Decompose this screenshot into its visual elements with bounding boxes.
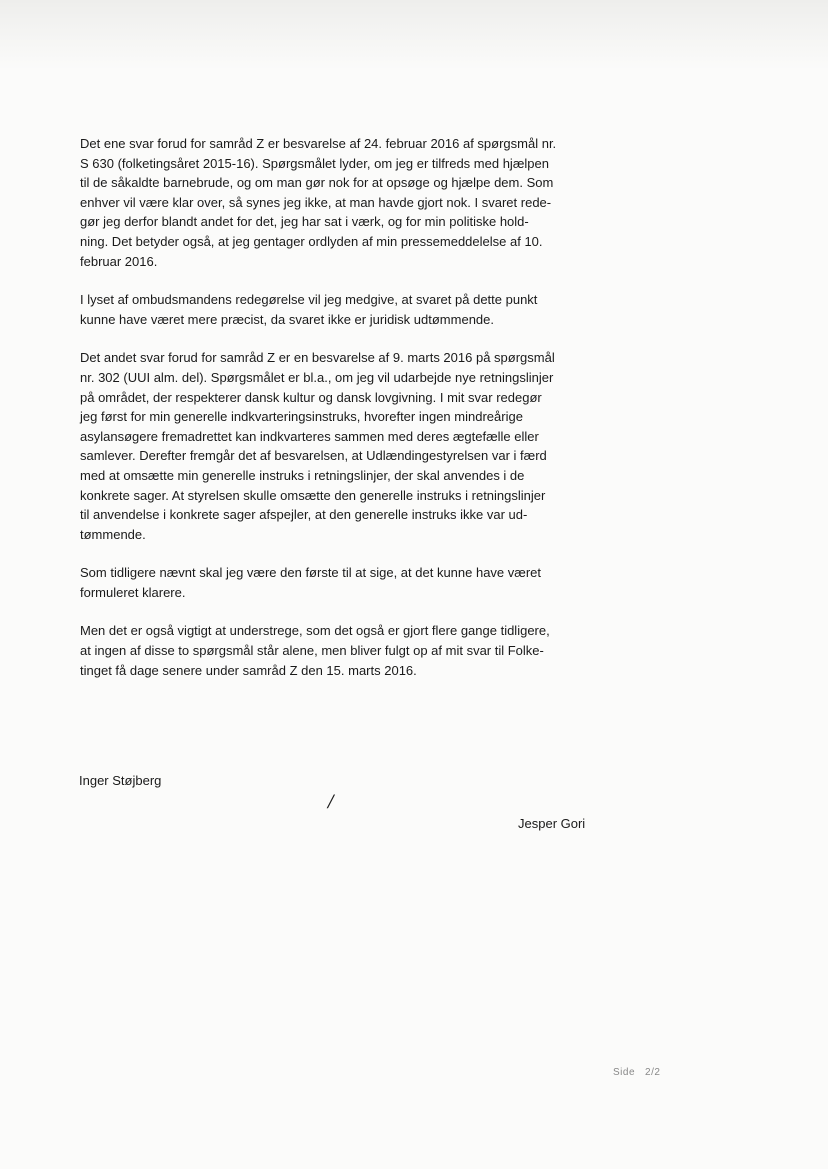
text-line: nr. 302 (UUI alm. del). Spørgsmålet er bl.a., om jeg vil udarbejde nye retningslinjer [80, 369, 554, 385]
page-label: Side [613, 1067, 636, 1078]
paragraph [80, 348, 595, 544]
text-line: enhver vil være klar over, så synes jeg ikke, at man havde gjort nok. I svaret rede- [80, 194, 552, 210]
text-line: med at omsætte min generelle instruks i retningslinjer, der skal anvendes i de [80, 467, 525, 483]
text-line: gør jeg derfor blandt andet for det, jeg har sat i værk, og for min politiske hold- [80, 214, 529, 230]
text-line: formuleret klarere. [80, 584, 186, 600]
text-line: tømmende. [80, 526, 146, 542]
paragraph [80, 290, 595, 329]
paragraph [80, 134, 595, 271]
paragraph [80, 563, 595, 602]
text-line: på området, der respekterer dansk kultur og dansk lovgivning. I mit svar redegør [80, 389, 542, 405]
text-line: ning. Det betyder også, at jeg gentager ordlyden af min pressemeddelelse af 10. [80, 233, 543, 249]
text-line: kunne have været mere præcist, da svaret ikke er juridisk udtømmende. [80, 311, 495, 327]
text-line: Men det er også vigtigt at understrege, som det også er gjort flere gange tidligere, [80, 623, 550, 639]
text-line: tinget få dage senere under samråd Z den 15. marts 2016. [80, 662, 417, 678]
text-line: jeg først for min generelle indkvarteringsinstruks, hvorefter ingen mindreårige [80, 409, 523, 425]
text-line: Det andet svar forud for samråd Z er en besvarelse af 9. marts 2016 på spørgsmål [80, 350, 555, 366]
text-line: konkrete sager. At styrelsen skulle omsætte den generelle instruks i retningslinjer [80, 487, 546, 503]
page-number [613, 1067, 660, 1078]
paragraph [80, 621, 595, 680]
text-line: til de såkaldte barnebrude, og om man gør nok for at opsøge og hjælpe dem. Som [80, 175, 554, 191]
text-line: februar 2016. [80, 253, 158, 269]
text-line: Det ene svar forud for samråd Z er besvarelse af 24. februar 2016 af spørgsmål nr. [80, 136, 557, 151]
text-line: at ingen af disse to spørgsmål står alene, men bliver fulgt op af mit svar til Folke- [80, 643, 544, 659]
text-line: asylansøgere fremadrettet kan indkvarteres sammen med deres ægtefælle eller [80, 428, 539, 444]
signature-name-right: Jesper Gori [518, 816, 586, 831]
signature-name-left: Inger Støjberg [79, 773, 162, 788]
text-line: I lyset af ombudsmandens redegørelse vil jeg medgive, at svaret på dette punkt [80, 292, 538, 308]
text-line: S 630 (folketingsåret 2015-16). Spørgsmålet lyder, om jeg er tilfreds med hjælpen [80, 155, 549, 171]
text-line: til anvendelse i konkrete sager afspejler, at den generelle instruks ikke var ud- [80, 507, 528, 523]
signature-separator: / [328, 792, 334, 812]
letter-body [80, 134, 595, 699]
page-value: 2/2 [645, 1067, 661, 1078]
text-line: Som tidligere nævnt skal jeg være den første til at sige, at det kunne have været [80, 565, 542, 581]
scan-shadow [0, 0, 828, 70]
text-line: samlever. Derefter fremgår det af besvarelsen, at Udlændingestyrelsen var i færd [80, 448, 547, 464]
